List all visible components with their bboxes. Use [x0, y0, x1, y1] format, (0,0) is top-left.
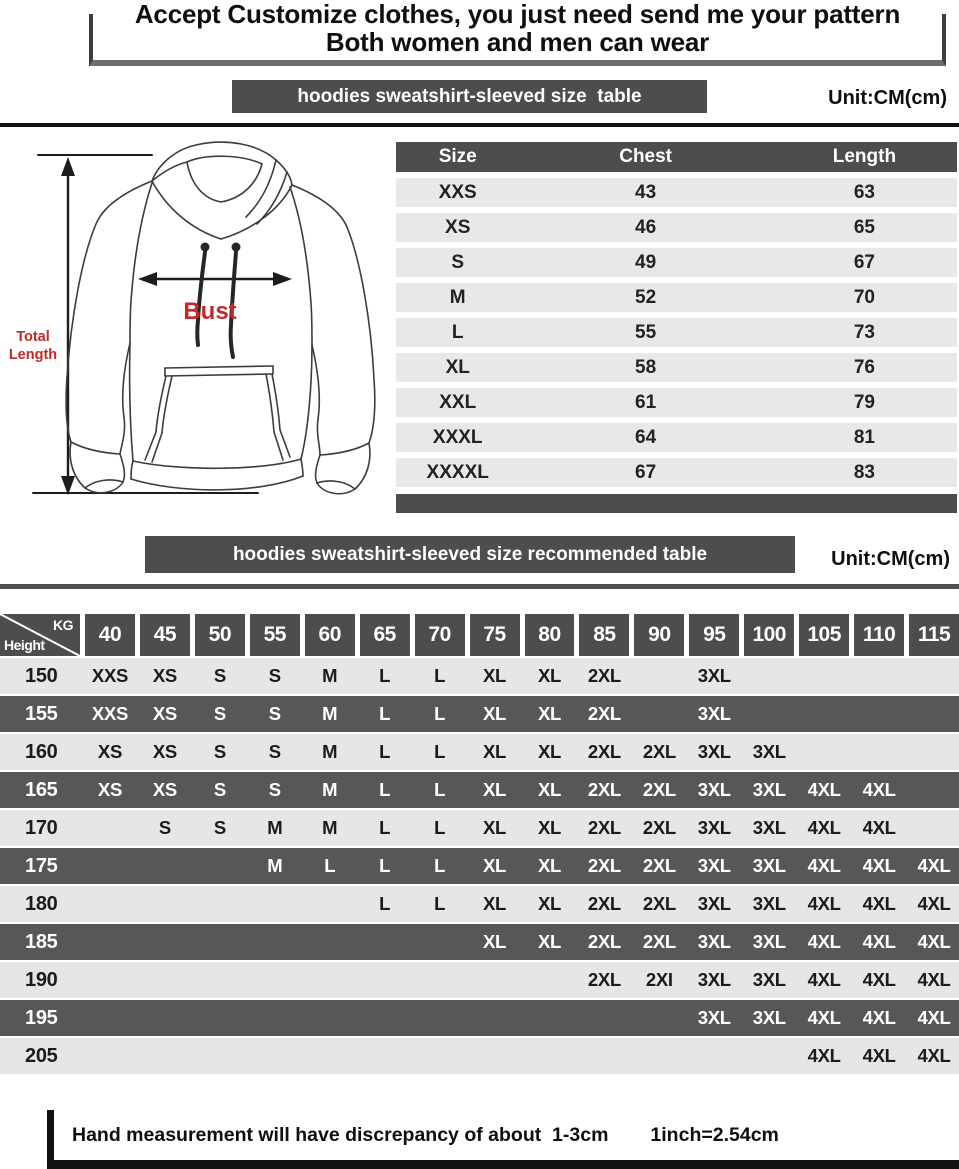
recommend-size-cell: 4XL [807, 969, 841, 990]
divider-top [0, 123, 959, 127]
recommend-size-cell: 2XL [642, 931, 676, 952]
recommend-table-row [0, 1038, 959, 1074]
hood-opening-inner [187, 162, 262, 202]
size-table-footer-bar [396, 494, 957, 513]
recommend-size-cell: 2XL [587, 817, 621, 838]
recommend-size-cell: XL [483, 931, 507, 952]
recommend-size-cell: 2XL [642, 855, 676, 876]
recommend-size-cell: 4XL [807, 1045, 841, 1066]
recommend-size-cell: S [268, 665, 281, 686]
bust-label: Bust [183, 298, 237, 325]
size-table-cell: XL [445, 356, 470, 378]
recommend-size-cell: M [322, 703, 338, 724]
recommend-size-cell: 4XL [862, 1045, 896, 1066]
recommend-size-cell: XL [537, 893, 561, 914]
recommend-size-cell: 4XL [862, 855, 896, 876]
recommend-size-cell: L [434, 665, 446, 686]
recommend-size-cell: 3XL [697, 817, 731, 838]
recommend-size-cell: L [434, 817, 446, 838]
recommend-size-cell: 2XL [642, 893, 676, 914]
size-table-cell: 49 [635, 251, 657, 273]
recommend-table-row [0, 886, 959, 922]
recommend-size-cell: L [379, 703, 391, 724]
size-table-row [396, 353, 957, 382]
sleeve-left-outer [66, 181, 152, 442]
hem-right-cap [301, 459, 303, 476]
size-table-cell: L [451, 321, 464, 343]
weight-header-cell: 90 [634, 614, 684, 656]
recommend-size-cell: 3XL [752, 779, 786, 800]
hood-drape-right [221, 185, 292, 239]
size-table-row [396, 178, 957, 207]
weight-header-cell: 80 [525, 614, 575, 656]
recommend-size-cell: 4XL [917, 893, 951, 914]
recommend-size-cell: 4XL [807, 931, 841, 952]
recommend-size-cell: 4XL [917, 1007, 951, 1028]
recommend-table-header [0, 614, 959, 656]
corner-kg-label: KG [53, 617, 73, 633]
recommend-size-cell: XXS [91, 703, 129, 724]
size-table-cell: 70 [853, 286, 875, 308]
size-table-cell: XXXL [432, 426, 483, 448]
recommend-size-cell: 2XL [587, 665, 621, 686]
recommend-size-cell: XL [483, 703, 507, 724]
measurement-note: Hand measurement will have discrepancy of about 1-3cm [72, 1123, 609, 1146]
pocket-left-1 [156, 376, 166, 432]
recommend-size-cell: 3XL [697, 969, 731, 990]
recommend-table-row [0, 1000, 959, 1036]
recommend-size-cell: S [213, 703, 226, 724]
recommend-size-cell: XL [537, 665, 561, 686]
recommend-size-cell: S [213, 779, 226, 800]
recommend-size-cell: M [322, 741, 338, 762]
recommend-size-cell: 4XL [862, 779, 896, 800]
recommend-size-cell: M [322, 665, 338, 686]
size-table-cell: 67 [635, 461, 657, 483]
recommend-size-cell: 4XL [917, 1045, 951, 1066]
hood-opening-rim [187, 156, 262, 164]
recommend-size-cell: XL [537, 741, 561, 762]
size-table-cell: XXS [438, 181, 477, 203]
size-table-cell: 83 [853, 461, 875, 483]
recommend-size-cell: 3XL [697, 1007, 731, 1028]
recommend-size-cell: S [213, 817, 226, 838]
recommend-size-cell: 4XL [807, 817, 841, 838]
footer-note [47, 1110, 959, 1169]
recommend-size-cell: S [268, 741, 281, 762]
weight-header-cell: 115 [909, 614, 959, 656]
recommend-size-cell: 2XL [587, 855, 621, 876]
weight-header-cell: 100 [744, 614, 794, 656]
size-table-cell: 63 [853, 181, 875, 203]
hem-top [133, 459, 301, 468]
weight-header-cell: 95 [689, 614, 739, 656]
weight-header-cell: 85 [579, 614, 629, 656]
size-table-row [396, 423, 957, 452]
sleeve-right-inner [312, 345, 320, 455]
recommend-size-cell: 3XL [697, 665, 731, 686]
recommend-size-cell: 2XL [587, 779, 621, 800]
recommend-table-row [0, 658, 959, 694]
size-table-row [396, 283, 957, 312]
total-length-label-2: Length [8, 347, 58, 363]
recommend-size-cell: XL [537, 779, 561, 800]
inch-conversion: 1inch=2.54cm [650, 1123, 779, 1146]
recommend-size-cell: L [379, 665, 391, 686]
height-label: 180 [25, 892, 58, 915]
arrow-up-icon [61, 157, 75, 176]
recommend-size-cell: 2XI [645, 969, 673, 990]
recommend-size-cell: 2XL [587, 969, 621, 990]
size-table-cell: 55 [635, 321, 657, 343]
banner-line1: Accept Customize clothes, you just need send me your pattern [134, 0, 901, 29]
recommend-size-cell: XL [483, 893, 507, 914]
height-label: 160 [25, 740, 58, 763]
height-label: 175 [25, 854, 58, 877]
size-table-cell: 46 [635, 216, 657, 238]
size-table-title-bar [232, 80, 707, 113]
recommend-size-cell: 4XL [862, 893, 896, 914]
cuff-left [70, 442, 124, 493]
size-table-cell: 61 [635, 391, 657, 413]
cuff-right [316, 443, 370, 494]
recommend-size-cell: S [268, 703, 281, 724]
recommend-size-cell: 2XL [642, 779, 676, 800]
recommend-size-cell: XS [97, 741, 123, 762]
weight-header-cell: 55 [250, 614, 300, 656]
recommend-size-cell: 2XL [587, 703, 621, 724]
arrow-right-icon [273, 272, 292, 286]
recommend-size-cell: M [322, 779, 338, 800]
recommend-size-cell: XS [152, 703, 177, 724]
recommend-size-cell: XL [537, 703, 561, 724]
recommend-size-cell: 3XL [697, 779, 731, 800]
cuff-right-opening [317, 481, 355, 489]
recommend-size-cell: S [158, 817, 171, 838]
recommend-size-cell: 4XL [807, 1007, 841, 1028]
pocket-right-slants [274, 430, 290, 460]
height-label: 150 [25, 664, 58, 687]
size-table-cell: 65 [853, 216, 875, 238]
divider-middle [0, 584, 959, 589]
recommend-size-cell: L [324, 855, 336, 876]
recommend-table-rows [0, 658, 959, 1074]
recommend-size-cell: XS [152, 665, 177, 686]
recommend-size-cell: 4XL [807, 855, 841, 876]
recommend-size-cell: 3XL [697, 741, 731, 762]
recommend-size-cell: 2XL [642, 741, 676, 762]
column-header-length: Length [832, 146, 897, 167]
recommend-size-cell: L [379, 893, 391, 914]
cuff-left-top [71, 442, 120, 454]
size-table-cell: 58 [635, 356, 657, 378]
recommend-size-cell: 4XL [862, 931, 896, 952]
recommend-size-cell: 3XL [697, 703, 731, 724]
recommend-size-cell: XL [483, 855, 507, 876]
weight-header-cell: 75 [470, 614, 520, 656]
banner-text [89, 0, 946, 56]
recommend-table-row [0, 810, 959, 846]
recommend-size-cell: 3XL [752, 1007, 786, 1028]
size-table-cell: XXXXL [426, 461, 489, 483]
height-label: 165 [25, 778, 58, 801]
size-table-row [396, 458, 957, 487]
sleeve-left-inner [120, 343, 130, 454]
total-length-label-1: Total [16, 329, 50, 345]
recommend-size-cell: 2XL [587, 893, 621, 914]
recommend-size-cell: 3XL [752, 741, 786, 762]
cuff-left-opening [85, 480, 123, 488]
recommend-size-cell: L [434, 855, 446, 876]
cuff-right-top [320, 443, 369, 455]
recommend-size-cell: 3XL [752, 817, 786, 838]
recommend-size-cell: XL [483, 665, 507, 686]
height-label: 170 [25, 816, 58, 839]
pocket-top-2 [165, 374, 273, 376]
recommend-size-cell: L [434, 779, 446, 800]
weight-header-cell: 60 [305, 614, 355, 656]
body-left [130, 343, 133, 461]
recommend-size-cell: M [267, 855, 283, 876]
column-header-size: Size [438, 146, 477, 167]
recommend-size-cell: L [434, 703, 446, 724]
seam-right [290, 187, 312, 345]
size-table-row [396, 248, 957, 277]
recommend-table-row [0, 734, 959, 770]
recommend-size-cell: 4XL [807, 893, 841, 914]
recommend-size-cell: 3XL [752, 969, 786, 990]
size-table-cell: M [449, 286, 466, 308]
weight-header-cell: 110 [854, 614, 904, 656]
recommend-size-cell: S [213, 741, 226, 762]
seam-left [130, 183, 152, 343]
size-table-header [396, 142, 957, 172]
size-table-cell: 76 [853, 356, 875, 378]
weight-header-cell: 65 [360, 614, 410, 656]
height-label: 195 [25, 1006, 58, 1029]
recommend-table-title-bar [145, 536, 795, 573]
recommend-size-cell: L [434, 741, 446, 762]
hem-bottom [131, 476, 303, 490]
size-table-rows [396, 178, 957, 487]
size-table-row [396, 318, 957, 347]
weight-header-cell: 45 [140, 614, 190, 656]
recommend-size-cell: 2XL [642, 817, 676, 838]
recommend-size-cell: XL [537, 931, 561, 952]
recommend-size-cell: 2XL [587, 741, 621, 762]
size-table-cell: 67 [853, 251, 875, 273]
size-table [396, 142, 957, 513]
height-label: 185 [25, 930, 58, 953]
recommend-size-cell: XL [483, 779, 507, 800]
column-header-chest: Chest [619, 146, 673, 167]
recommend-size-cell: L [379, 855, 391, 876]
size-table-cell: XXL [439, 391, 477, 413]
recommend-size-cell: 4XL [917, 931, 951, 952]
recommend-size-cell: XL [483, 741, 507, 762]
recommend-size-cell: 4XL [917, 969, 951, 990]
recommend-table-row [0, 772, 959, 808]
unit-label-2: Unit:CM(cm) [831, 548, 950, 570]
recommend-table-row [0, 924, 959, 960]
pocket-right-2 [266, 374, 274, 432]
size-table-cell: 81 [853, 426, 875, 448]
size-table-row [396, 213, 957, 242]
hem-left-cap [131, 461, 133, 479]
recommend-size-cell: S [268, 779, 281, 800]
size-table-cell: 43 [635, 181, 657, 203]
recommend-size-cell: 3XL [697, 855, 731, 876]
recommend-size-cell: XXS [91, 665, 129, 686]
height-label: 190 [25, 968, 58, 991]
size-table-cell: 52 [635, 286, 657, 308]
recommend-table-row [0, 962, 959, 998]
pocket-top-1 [165, 366, 273, 368]
recommend-size-cell: XL [483, 817, 507, 838]
corner-cell [0, 614, 80, 656]
weight-header-cell: 70 [415, 614, 465, 656]
recommend-table-row [0, 848, 959, 884]
top-banner [89, 0, 946, 66]
size-table-title: hoodies sweatshirt-sleeved size table [297, 85, 642, 107]
size-table-cell: 79 [853, 391, 875, 413]
corner-height-label: Height [4, 637, 45, 653]
height-label: 205 [25, 1044, 58, 1067]
recommend-size-cell: 4XL [862, 1007, 896, 1028]
recommend-size-cell: 3XL [697, 931, 731, 952]
recommend-size-cell: 4XL [862, 969, 896, 990]
unit-label-1: Unit:CM(cm) [828, 87, 947, 109]
size-table-cell: XS [445, 216, 471, 238]
recommend-size-cell: S [213, 665, 226, 686]
hood-drape-left [152, 181, 221, 239]
recommend-size-cell: 2XL [587, 931, 621, 952]
recommend-size-cell: XS [152, 779, 177, 800]
hoodie-measure-diagram [0, 135, 396, 515]
recommend-table-title: hoodies sweatshirt-sleeved size recommended table [232, 543, 708, 565]
recommend-size-cell: M [267, 817, 283, 838]
recommend-size-cell: 4XL [917, 855, 951, 876]
recommend-size-cell: L [379, 817, 391, 838]
recommend-size-cell: 4XL [862, 817, 896, 838]
recommend-size-cell: L [434, 893, 446, 914]
weight-header-cell: 105 [799, 614, 849, 656]
recommend-size-cell: 3XL [752, 855, 786, 876]
weight-header-cell: 50 [195, 614, 245, 656]
recommend-size-cell: L [379, 779, 391, 800]
recommend-size-cell: XS [152, 741, 177, 762]
size-table-cell: 64 [635, 426, 657, 448]
recommend-size-cell: 3XL [752, 893, 786, 914]
recommend-size-cell: XS [97, 779, 123, 800]
recommend-size-cell: XL [537, 855, 561, 876]
size-table-cell: S [451, 251, 465, 273]
recommend-size-cell: L [379, 741, 391, 762]
recommend-size-cell: 3XL [697, 893, 731, 914]
sleeve-right-outer [292, 185, 375, 443]
height-label: 155 [25, 702, 58, 725]
banner-line2: Both women and men can wear [325, 27, 710, 57]
recommend-size-cell: M [322, 817, 338, 838]
body-right [301, 345, 312, 459]
recommend-size-cell: XL [537, 817, 561, 838]
arrow-left-icon [138, 272, 157, 286]
size-table-row [396, 388, 957, 417]
recommend-size-cell: 3XL [752, 931, 786, 952]
recommend-table-row [0, 696, 959, 732]
pocket-left-slants [145, 432, 162, 462]
recommend-size-cell: 4XL [807, 779, 841, 800]
recommend-table [0, 614, 959, 1074]
weight-header-cell: 40 [85, 614, 135, 656]
size-table-cell: 73 [853, 321, 875, 343]
